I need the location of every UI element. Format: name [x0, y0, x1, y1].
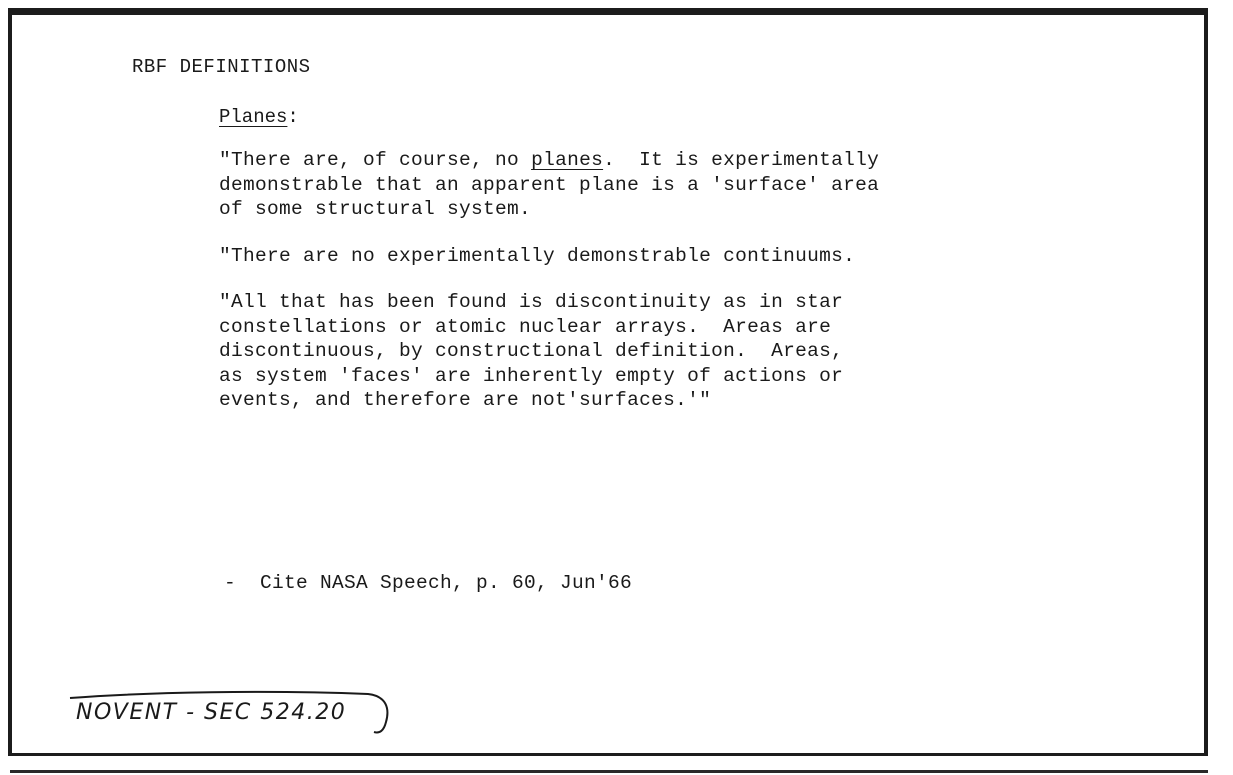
quote-paragraph-2: "There are no experimentally demonstrable continuums.: [219, 245, 856, 267]
term-heading-colon: :: [287, 106, 299, 128]
p1-term: planes: [531, 149, 604, 171]
term-heading-label: Planes: [219, 106, 288, 128]
p3-line: events, and therefore are not'surfaces.'": [219, 389, 712, 411]
p1-line3: of some structural system.: [219, 198, 532, 220]
p3-line: as system 'faces' are inherently empty of actions or: [219, 364, 844, 387]
card-bottom-edge: [10, 770, 1208, 773]
p1-line1-b: . It is experimentally: [603, 149, 880, 171]
quote-paragraph-1: [219, 148, 879, 222]
citation: - Cite NASA Speech, p. 60, Jun'66: [224, 572, 633, 594]
p3-line: "All that has been found is discontinuity as in star: [219, 291, 844, 313]
handwritten-note-text: NOVENT - SEC 524.20: [76, 700, 347, 725]
term-heading: [219, 106, 299, 128]
card-heading: RBF DEFINITIONS: [132, 56, 311, 78]
handwritten-note: [68, 688, 398, 738]
p1-line2: demonstrable that an apparent plane is a 'surface' area: [219, 173, 880, 196]
p3-line: constellations or atomic nuclear arrays. Areas are: [219, 315, 832, 338]
quote-paragraph-3: [219, 290, 843, 413]
p1-line1-a: "There are, of course, no: [219, 149, 532, 171]
p3-line: discontinuous, by constructional definition. Areas,: [219, 340, 844, 362]
